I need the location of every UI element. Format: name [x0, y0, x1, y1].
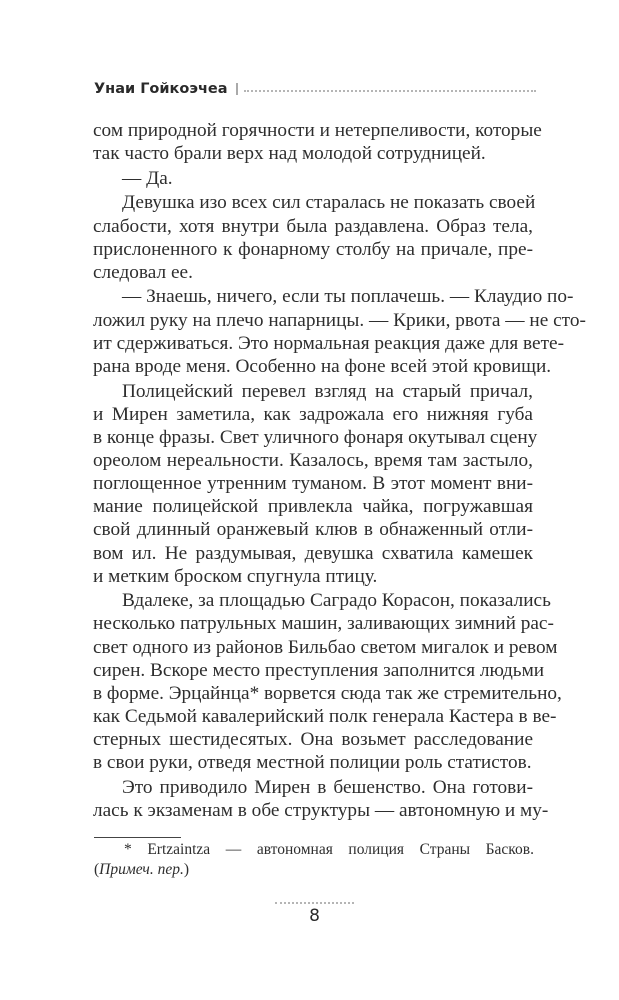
text-line: Вдалеке, за площадью Саградо Корасон, показались — [122, 590, 551, 612]
text-line: лась к экзаменам в обе структуры — автономную и му- — [93, 800, 549, 822]
text-line: в свои руки, отведя местной полиции роль статистов. — [93, 752, 532, 774]
paragraph — [93, 119, 542, 165]
paragraph — [93, 167, 533, 190]
text-line: Полицейский перевел взгляд на старый причал, — [122, 380, 533, 402]
text-line: сом природной горячности и нетерпеливости, которые — [93, 120, 542, 141]
footnote-text: * Ertzaintza — автономная полиция Страны Басков. — [124, 841, 534, 858]
header-divider — [236, 83, 238, 95]
text-line: несколько патрульных машин, заливающих зимний рас- — [93, 613, 554, 635]
paragraph — [93, 285, 586, 378]
text-line: слабости, хотя внутри была раздавлена. Образ тела, — [93, 215, 533, 237]
text-line: ложил руку на плечо напарницы. — Крики, рвота — не сто- — [93, 309, 586, 331]
text-line: свой длинный оранжевый клюв в обнаженный отли- — [93, 519, 533, 541]
header-dotted-rule — [244, 90, 536, 92]
text-line: — Знаешь, ничего, если ты поплачешь. — Клаудио по- — [122, 286, 574, 308]
page-number-dots — [275, 902, 354, 904]
text-line: рана вроде меня. Особенно на фоне всей этой кровищи. — [93, 355, 552, 377]
text-line: сирен. Вскоре место преступления заполнится людьми — [93, 659, 545, 681]
text-line: стерных шестидесятых. Она возьмет расследование — [93, 729, 533, 751]
text-line: и метким броском спугнула птицу. — [93, 565, 378, 587]
text-line: в конце фразы. Свет уличного фонаря окутывал сцену — [93, 426, 538, 448]
footnote-rule — [94, 837, 181, 838]
footnote-note: Примеч. пер. — [99, 861, 184, 878]
paragraph — [93, 380, 538, 588]
text-line: прислоненного к фонарному столбу на причале, пре- — [93, 238, 533, 260]
text-line: мание полицейской привлекла чайка, погружавшая — [93, 496, 533, 518]
footnote-paren: ( — [94, 861, 100, 878]
text-line: ореолом нереальности. Казалось, время там застыло, — [93, 449, 533, 471]
text-line: в форме. Эрцайнца* ворвется сюда так же стремительно, — [93, 682, 562, 704]
text-line: поглощенное утренним туманом. В этот момент вни- — [93, 473, 533, 495]
paragraph — [93, 191, 536, 284]
text-line: ит сдерживаться. Это нормальная реакция даже для вете- — [93, 332, 564, 354]
paragraph — [93, 589, 562, 774]
text-line: свет одного из районов Бильбао светом мигалок и ревом — [93, 636, 558, 658]
text-line: Это приводило Мирен в бешенство. Она готови- — [122, 776, 533, 798]
paragraph — [93, 776, 549, 822]
body-text — [93, 119, 586, 822]
text-line: Девушка изо всех сил старалась не показать своей — [122, 192, 536, 214]
text-line: следовал ее. — [93, 261, 193, 283]
text-line: — Да. — [122, 167, 173, 189]
page-number: 8 — [309, 906, 320, 926]
footnote-paren: ) — [183, 861, 190, 878]
text-line: и Мирен заметила, как задрожала его нижняя губа — [93, 403, 533, 425]
text-line: как Седьмой кавалерийский полк генерала Кастера в ве- — [93, 706, 557, 728]
text-line: так часто брали верх над молодой сотрудницей. — [93, 143, 486, 165]
running-header — [94, 81, 536, 97]
text-line: вом ил. Не раздумывая, девушка схватила камешек — [93, 542, 533, 564]
footnote — [94, 840, 534, 880]
running-header-author: Унаи Гойкоэчеа — [94, 81, 228, 97]
